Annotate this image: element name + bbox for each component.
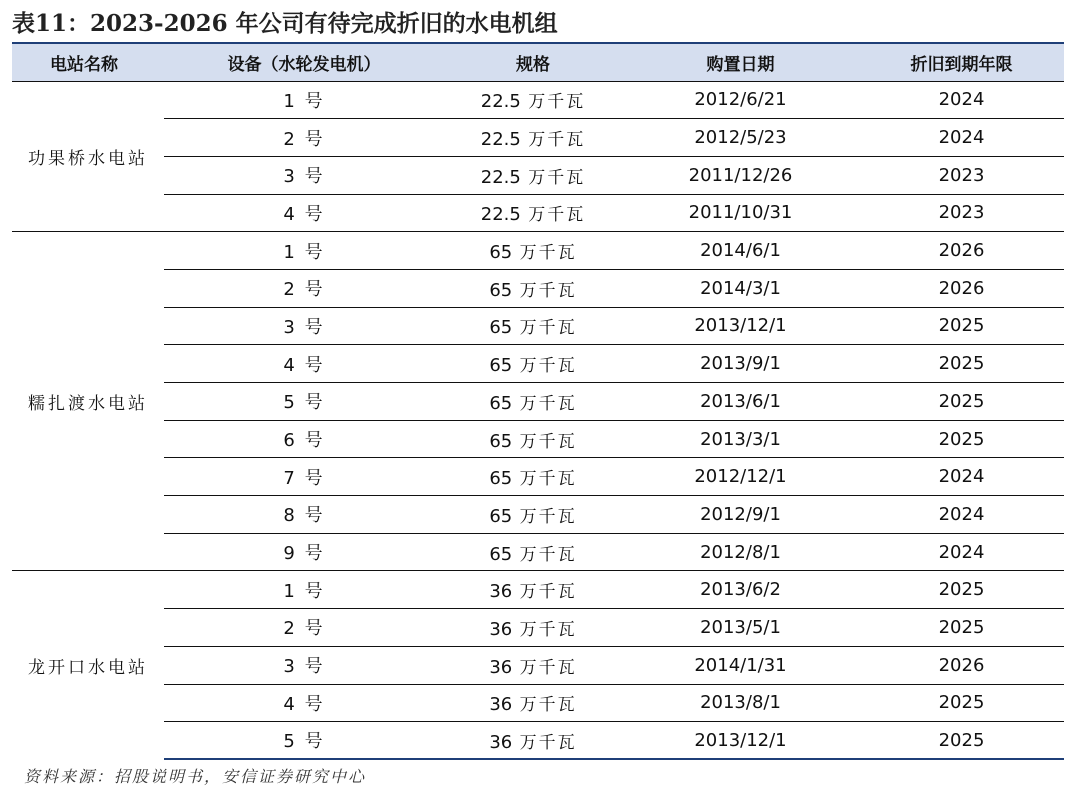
spec-value: 36 <box>489 731 513 753</box>
spec-value: 65 <box>489 355 513 377</box>
spec-unit: 万千瓦 <box>512 243 577 264</box>
purchase-date: 2013/9/1 <box>622 345 859 383</box>
spec-value: 22.5 <box>480 204 521 226</box>
spec-value: 22.5 <box>480 129 521 151</box>
depreciation-year: 2026 <box>859 646 1064 684</box>
spec-unit: 万千瓦 <box>520 130 586 151</box>
spec-cell <box>444 307 622 345</box>
unit-number: 6 号 <box>164 420 444 458</box>
table-row <box>12 420 1064 458</box>
table-row <box>12 722 1064 760</box>
spec-cell <box>444 609 622 647</box>
station-name: 糯扎渡水电站 <box>12 232 164 571</box>
unit-number: 9 号 <box>164 533 444 571</box>
spec-value: 36 <box>489 581 513 603</box>
purchase-date: 2013/12/1 <box>622 307 859 345</box>
depreciation-year: 2024 <box>859 119 1064 157</box>
spec-cell <box>444 345 622 383</box>
unit-number: 5 号 <box>164 722 444 760</box>
unit-number: 5 号 <box>164 383 444 421</box>
spec-unit: 万千瓦 <box>512 657 577 678</box>
header-purchase-date: 购置日期 <box>622 43 859 81</box>
spec-value: 65 <box>489 505 513 527</box>
spec-value: 65 <box>489 317 513 339</box>
purchase-date: 2014/6/1 <box>622 232 859 270</box>
table-row <box>12 609 1064 647</box>
table-row <box>12 269 1064 307</box>
purchase-date: 2012/8/1 <box>622 533 859 571</box>
spec-value: 65 <box>489 242 513 264</box>
purchase-date: 2013/8/1 <box>622 684 859 722</box>
spec-cell <box>444 232 622 270</box>
depreciation-year: 2025 <box>859 571 1064 609</box>
purchase-date: 2011/12/26 <box>622 156 859 194</box>
spec-unit: 万千瓦 <box>512 469 577 490</box>
unit-number: 2 号 <box>164 119 444 157</box>
station-name: 龙开口水电站 <box>12 571 164 759</box>
table-row <box>12 458 1064 496</box>
unit-number: 3 号 <box>164 646 444 684</box>
purchase-date: 2012/6/21 <box>622 81 859 119</box>
spec-cell <box>444 571 622 609</box>
purchase-date: 2014/1/31 <box>622 646 859 684</box>
spec-cell <box>444 458 622 496</box>
depreciation-year: 2025 <box>859 684 1064 722</box>
table-row <box>12 156 1064 194</box>
header-depreciation-year: 折旧到期年限 <box>859 43 1064 81</box>
unit-number: 1 号 <box>164 571 444 609</box>
table-title: 表11：2023-2026 年公司有待完成折旧的水电机组 <box>12 10 558 37</box>
depreciation-year: 2025 <box>859 307 1064 345</box>
spec-unit: 万千瓦 <box>512 506 577 527</box>
spec-value: 65 <box>489 279 513 301</box>
spec-cell <box>444 156 622 194</box>
spec-cell <box>444 420 622 458</box>
spec-cell <box>444 269 622 307</box>
depreciation-year: 2025 <box>859 420 1064 458</box>
spec-cell <box>444 722 622 760</box>
spec-cell <box>444 119 622 157</box>
table-row <box>12 307 1064 345</box>
spec-value: 65 <box>489 543 513 565</box>
spec-cell <box>444 684 622 722</box>
source-note: 资料来源：招股说明书，安信证券研究中心 <box>24 767 367 786</box>
table-body <box>12 81 1064 759</box>
spec-value: 36 <box>489 618 513 640</box>
unit-number: 1 号 <box>164 232 444 270</box>
unit-number: 1 号 <box>164 81 444 119</box>
purchase-date: 2012/12/1 <box>622 458 859 496</box>
spec-value: 65 <box>489 430 513 452</box>
spec-value: 36 <box>489 656 513 678</box>
spec-unit: 万千瓦 <box>512 732 577 753</box>
table-row <box>12 232 1064 270</box>
table-row <box>12 81 1064 119</box>
purchase-date: 2013/12/1 <box>622 722 859 760</box>
depreciation-year: 2025 <box>859 722 1064 760</box>
spec-unit: 万千瓦 <box>520 167 586 188</box>
unit-number: 3 号 <box>164 156 444 194</box>
unit-number: 2 号 <box>164 609 444 647</box>
spec-cell <box>444 194 622 232</box>
spec-unit: 万千瓦 <box>512 431 577 452</box>
spec-cell <box>444 496 622 534</box>
unit-number: 8 号 <box>164 496 444 534</box>
spec-unit: 万千瓦 <box>512 280 577 301</box>
unit-number: 4 号 <box>164 194 444 232</box>
spec-unit: 万千瓦 <box>512 582 577 603</box>
spec-unit: 万千瓦 <box>512 318 577 339</box>
table-row <box>12 345 1064 383</box>
table-row <box>12 646 1064 684</box>
purchase-date: 2014/3/1 <box>622 269 859 307</box>
spec-cell <box>444 81 622 119</box>
purchase-date: 2012/5/23 <box>622 119 859 157</box>
spec-value: 65 <box>489 392 513 414</box>
depreciation-year: 2024 <box>859 496 1064 534</box>
spec-value: 22.5 <box>480 91 521 113</box>
spec-unit: 万千瓦 <box>512 356 577 377</box>
header-spec: 规格 <box>444 43 622 81</box>
depreciation-year: 2026 <box>859 269 1064 307</box>
table-row <box>12 571 1064 609</box>
depreciation-year: 2026 <box>859 232 1064 270</box>
spec-value: 22.5 <box>480 166 521 188</box>
table-row <box>12 684 1064 722</box>
station-name: 功果桥水电站 <box>12 81 164 232</box>
depreciation-year: 2024 <box>859 458 1064 496</box>
purchase-date: 2013/3/1 <box>622 420 859 458</box>
depreciation-year: 2024 <box>859 533 1064 571</box>
depreciation-year: 2025 <box>859 345 1064 383</box>
spec-unit: 万千瓦 <box>512 544 577 565</box>
header-equipment: 设备（水轮发电机） <box>164 43 444 81</box>
depreciation-year: 2023 <box>859 194 1064 232</box>
spec-unit: 万千瓦 <box>512 393 577 414</box>
spec-unit: 万千瓦 <box>520 92 586 113</box>
spec-unit: 万千瓦 <box>512 695 577 716</box>
spec-value: 65 <box>489 468 513 490</box>
unit-number: 2 号 <box>164 269 444 307</box>
depreciation-year: 2024 <box>859 81 1064 119</box>
header-station: 电站名称 <box>12 43 164 81</box>
unit-number: 4 号 <box>164 684 444 722</box>
unit-number: 3 号 <box>164 307 444 345</box>
table-row <box>12 194 1064 232</box>
purchase-date: 2013/5/1 <box>622 609 859 647</box>
spec-cell <box>444 383 622 421</box>
spec-cell <box>444 533 622 571</box>
spec-cell <box>444 646 622 684</box>
purchase-date: 2013/6/2 <box>622 571 859 609</box>
table-row <box>12 533 1064 571</box>
depreciation-table <box>12 42 1064 760</box>
unit-number: 4 号 <box>164 345 444 383</box>
table-row <box>12 496 1064 534</box>
depreciation-year: 2025 <box>859 609 1064 647</box>
purchase-date: 2011/10/31 <box>622 194 859 232</box>
table-row <box>12 119 1064 157</box>
spec-unit: 万千瓦 <box>520 205 586 226</box>
depreciation-year: 2023 <box>859 156 1064 194</box>
spec-value: 36 <box>489 694 513 716</box>
purchase-date: 2013/6/1 <box>622 383 859 421</box>
header-row <box>12 43 1064 81</box>
depreciation-year: 2025 <box>859 383 1064 421</box>
unit-number: 7 号 <box>164 458 444 496</box>
purchase-date: 2012/9/1 <box>622 496 859 534</box>
table-row <box>12 383 1064 421</box>
spec-unit: 万千瓦 <box>512 619 577 640</box>
